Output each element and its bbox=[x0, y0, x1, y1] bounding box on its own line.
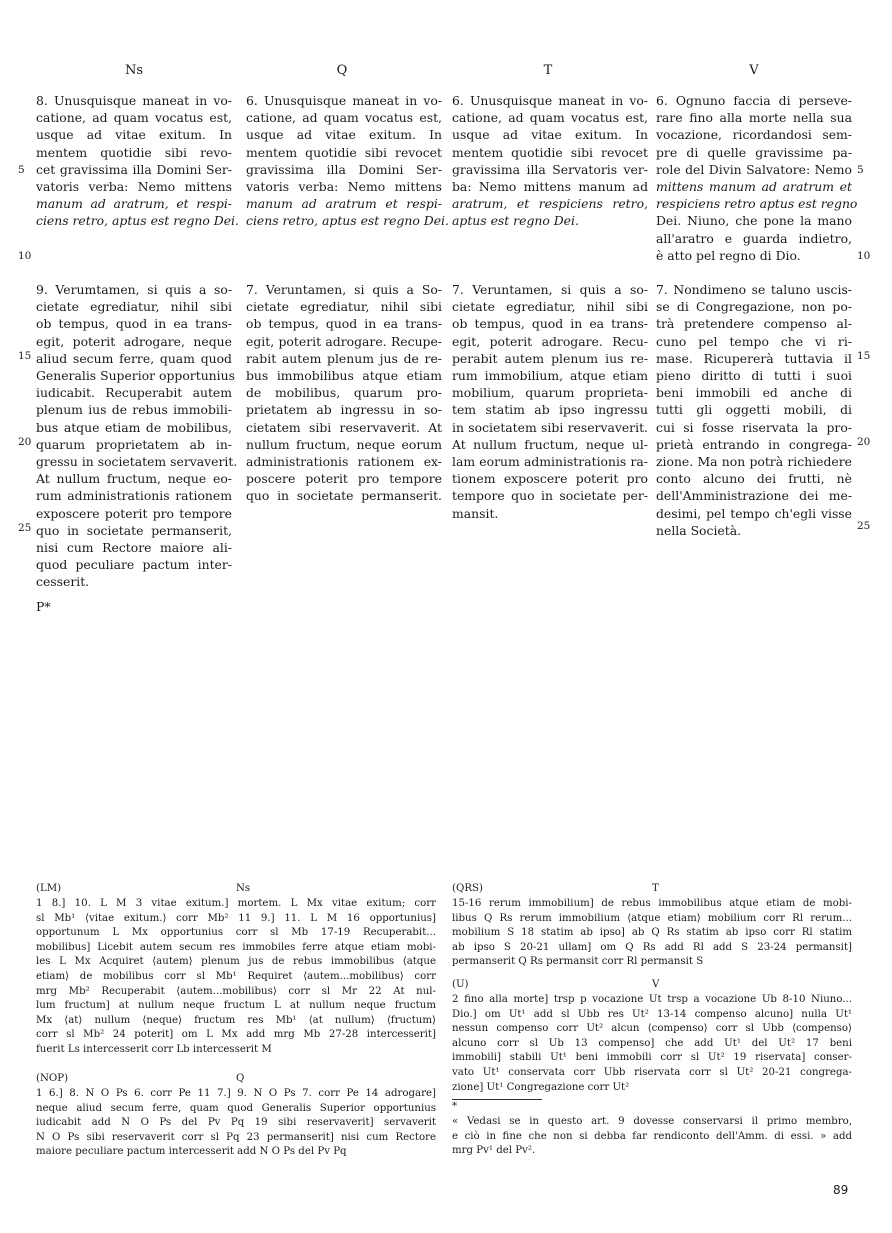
text-line: mentem quotidie sibi revocet bbox=[452, 144, 648, 160]
text-line: tempore quo in societate per- bbox=[452, 488, 648, 504]
apparatus-line: N O Ps sibi reservaverit corr sl Pq 23 permanserit] nisi cum Rectore bbox=[36, 1131, 436, 1143]
text-line: rare fino alla morte nella sua bbox=[656, 110, 852, 126]
text-line: conto alcuno dei frutti, nè bbox=[656, 471, 852, 487]
text-line: cuno pel tempo che vi ri- bbox=[656, 333, 852, 349]
apparatus-line: nessun compenso corr Ut² alcun ⟨compenso⟩ corr sl Ubb ⟨compenso⟩ bbox=[452, 1023, 852, 1035]
text-line: trà pretendere compenso al- bbox=[656, 316, 852, 332]
apparatus-line: vato Ut¹ conservata corr Ubb riservata corr sl Ut² 20-21 congrega- bbox=[452, 1066, 852, 1078]
apparatus-line: sl Mb¹ ⟨vitae exitum.⟩ corr Mb² 11 9.] 11. L M 16 opportunius] bbox=[36, 912, 436, 924]
apparatus-line: permanserit Q Rs permansit corr Rl permansit S bbox=[452, 956, 704, 968]
apparatus-witness: Ns bbox=[236, 883, 251, 894]
line-number: 5 bbox=[18, 164, 25, 176]
text-line: egit, poterit adrogare, neque bbox=[36, 333, 232, 349]
text-line: ciens retro, aptus est regno Dei. bbox=[36, 213, 239, 229]
text-line: Dei. Niuno, che pone la mano bbox=[656, 213, 852, 229]
text-line: ob tempus, quod in ea trans- bbox=[36, 316, 232, 332]
text-line: pieno diritto di tutti i suoi bbox=[656, 368, 852, 384]
text-line: bus atque etiam de mobilibus, bbox=[36, 419, 232, 435]
apparatus-ns bbox=[36, 882, 436, 1058]
column-header-ns: Ns bbox=[124, 63, 144, 78]
page-star-marker: P* bbox=[36, 599, 51, 614]
text-line: 9. Verumtamen, si quis a so- bbox=[36, 282, 232, 297]
text-line: mentem quotidie sibi revo- bbox=[36, 144, 232, 160]
apparatus-line: zione] Ut¹ Congregazione corr Ut² bbox=[452, 1081, 630, 1093]
text-line: role del Divin Salvatore: Nemo bbox=[656, 161, 852, 177]
text-line: 6. Ognuno faccia di perseve- bbox=[656, 93, 852, 108]
line-number: 20 bbox=[857, 436, 871, 448]
text-line: 6. Unusquisque maneat in vo- bbox=[452, 93, 648, 108]
page-number: 89 bbox=[833, 1183, 849, 1197]
text-line: rum immobilium, atque etiam bbox=[452, 368, 648, 384]
apparatus-line: maiore peculiare pactum intercesserit add N O Ps del Pv Pq bbox=[36, 1146, 347, 1158]
apparatus-line: mobilium S 18 statim ab ipso] ab Q Rs statim ab ipso corr Rl statim bbox=[452, 927, 852, 939]
apparatus-line: libus Q Rs rerum immobilium ⟨atque etiam⟩ mobilium corr Rl rerum... bbox=[452, 912, 852, 924]
column-v-article-7 bbox=[656, 281, 852, 539]
text-line: tutti gli oggetti mobili, di bbox=[656, 402, 852, 418]
text-line: ob tempus, quod in ea trans- bbox=[452, 316, 648, 332]
footnote-line: « Vedasi se in questo art. 9 dovesse conservarsi il primo membro, bbox=[452, 1116, 852, 1127]
footnote bbox=[452, 1100, 852, 1159]
footnote-line: e ciò in fine che non si debba far rendiconto dell'Amm. di essi. » add bbox=[452, 1130, 852, 1142]
text-line: nella Società. bbox=[656, 522, 742, 538]
apparatus-t bbox=[452, 882, 852, 970]
text-line: cietate egrediatur, nihil sibi bbox=[246, 299, 442, 315]
column-ns-article-9 bbox=[36, 281, 238, 591]
text-line: cietate egrediatur, nihil sibi bbox=[452, 299, 648, 315]
apparatus-line: opportunum L Mx opportunius corr sl Mb 17-19 Recuperabit... bbox=[36, 927, 436, 939]
apparatus-line: Dio.] om Ut¹ add sl Ubb res Ut² 13-14 compenso alcuno] nulla Ut¹ bbox=[452, 1008, 852, 1020]
text-line: cui si fosse riservata la pro- bbox=[656, 419, 852, 435]
apparatus-line: 2 fino alla morte] trsp p vocazione Ut trsp a vocazione Ub 8-10 Niuno... bbox=[452, 994, 852, 1005]
text-line: cietate egrediatur, nihil sibi bbox=[36, 299, 232, 315]
line-number: 15 bbox=[857, 350, 871, 362]
column-header-t: T bbox=[543, 63, 553, 78]
text-line: 7. Veruntamen, si quis a So- bbox=[246, 282, 442, 297]
column-v-article-6 bbox=[656, 92, 858, 264]
apparatus-q bbox=[36, 1072, 436, 1160]
text-line: At nullum fructum, neque eo- bbox=[36, 471, 232, 487]
text-line: manum ad aratrum et respi- bbox=[246, 196, 442, 212]
line-number: 10 bbox=[857, 250, 871, 262]
text-line: quo in societate permanserit, bbox=[36, 522, 232, 538]
text-line: exposcere poterit pro tempore bbox=[36, 505, 232, 521]
text-line: lam eorum administrationis ra- bbox=[452, 454, 648, 470]
text-line: rum administrationis rationem bbox=[36, 488, 232, 504]
text-line: mansit. bbox=[452, 505, 499, 521]
text-line: catione, ad quam vocatus est, bbox=[246, 110, 442, 126]
text-line: aptus est regno Dei. bbox=[452, 213, 579, 229]
line-number: 15 bbox=[18, 350, 32, 362]
apparatus-line: alcuno corr sl Ub 13 compenso] che add Ut¹ del Ut² 17 beni bbox=[452, 1037, 852, 1049]
apparatus-line: mrg Mb² Recuperabit ⟨autem...mobilibus⟩ corr sl Mr 22 At nul- bbox=[36, 985, 436, 997]
text-line: è atto pel regno di Dio. bbox=[656, 247, 801, 263]
text-line: all'aratro e guarda indietro, bbox=[656, 230, 852, 246]
column-q-article-6 bbox=[246, 92, 449, 230]
text-line: vocazione, ricordandosi sem- bbox=[656, 127, 852, 143]
text-line: manum ad aratrum, et respi- bbox=[36, 196, 232, 212]
text-line: vatoris verba: Nemo mittens bbox=[246, 179, 442, 195]
column-header-v: V bbox=[749, 63, 759, 78]
text-line: cietatem sibi reservaverit. At bbox=[246, 419, 442, 435]
footnote-marker: * bbox=[452, 1101, 458, 1112]
text-line: beni immobili ed anche di bbox=[656, 385, 852, 401]
text-line: usque ad vitae exitum. In bbox=[246, 127, 442, 143]
text-line: egit, poterit adrogare. Recu- bbox=[452, 333, 648, 349]
text-line: zione. Ma non potrà richiedere bbox=[656, 454, 852, 470]
text-line: mentem quotidie sibi revocet bbox=[246, 144, 442, 160]
text-line: pre di quelle gravissime pa- bbox=[656, 144, 852, 160]
apparatus-sigla: (U) bbox=[452, 979, 469, 990]
text-line: poscere poterit pro tempore bbox=[246, 471, 442, 487]
column-ns-article-8 bbox=[36, 92, 239, 230]
text-line: 8. Unusquisque maneat in vo- bbox=[36, 93, 232, 108]
text-line: gravissima illa Domini Ser- bbox=[246, 161, 442, 177]
apparatus-line: 1 8.] 10. L M 3 vitae exitum.] mortem. L Mx vitae exitum; corr bbox=[36, 898, 436, 909]
column-q-article-7 bbox=[246, 281, 442, 505]
apparatus-v bbox=[452, 978, 852, 1095]
text-line: quo in societate permanserit. bbox=[246, 488, 442, 504]
text-line: iudicabit. Recuperabit autem bbox=[36, 385, 232, 401]
text-line: prietà entrando in congrega- bbox=[656, 436, 852, 452]
apparatus-line: corr sl Mb² 24 poterit] om L Mx add mrg Mb 27-28 intercesserit] bbox=[36, 1029, 436, 1041]
line-number: 20 bbox=[18, 436, 32, 448]
text-line: quarum proprietatem ab in- bbox=[36, 436, 232, 452]
apparatus-line: mobilibus] Licebit autem secum res immobiles ferre atque etiam mobi- bbox=[36, 941, 436, 953]
apparatus-line: etiam⟩ de mobilibus corr sl Mb¹ Requiret ⟨autem...mobilibus⟩ corr bbox=[36, 970, 436, 982]
apparatus-line: iudicabit add N O Ps del Pv Pq 19 sibi reservaverit] servaverit bbox=[36, 1117, 436, 1129]
text-line: nisi cum Rectore maiore ali- bbox=[36, 540, 232, 556]
text-line: dell'Amministrazione dei me- bbox=[656, 488, 852, 504]
text-line: plenum ius de rebus immobili- bbox=[36, 402, 232, 418]
apparatus-witness: Q bbox=[236, 1073, 245, 1084]
text-line: respiciens retro aptus est regno bbox=[656, 196, 858, 212]
text-line: rabit autem plenum jus de re- bbox=[246, 350, 442, 366]
text-line: ciens retro, aptus est regno Dei. bbox=[246, 213, 449, 229]
text-line: usque ad vitae exitum. In bbox=[36, 127, 232, 143]
text-line: tem statim ab ipso ingressu bbox=[452, 402, 648, 418]
text-line: 7. Nondimeno se taluno uscis- bbox=[656, 282, 852, 297]
text-line: Generalis Superior opportunius bbox=[36, 368, 235, 384]
text-line: 7. Veruntamen, si quis a so- bbox=[452, 282, 648, 297]
text-line: aliud secum ferre, quam quod bbox=[36, 350, 232, 366]
column-t-article-7 bbox=[452, 281, 648, 522]
text-line: se di Congregazione, non po- bbox=[656, 299, 852, 315]
text-line: perabit autem plenum ius re- bbox=[452, 350, 648, 366]
apparatus-line: Mx ⟨at⟩ nullum ⟨neque⟩ fructum res Mb¹ ⟨at nullum⟩ ⟨fructum⟩ bbox=[36, 1014, 436, 1026]
text-line: quod peculiare pactum inter- bbox=[36, 557, 232, 573]
line-number: 5 bbox=[857, 164, 864, 176]
column-t-article-6 bbox=[452, 92, 648, 230]
apparatus-line: ab ipso S 20-21 ullam] om Q Rs add Rl add S 23-24 permansit] bbox=[452, 941, 852, 953]
text-line: prietatem ab ingressu in so- bbox=[246, 402, 442, 418]
line-number: 25 bbox=[18, 522, 32, 534]
apparatus-sigla: (QRS) bbox=[452, 883, 483, 894]
text-line: gravissima illa Servatoris ver- bbox=[452, 161, 648, 177]
apparatus-line: lum fructum] at nullum neque fructum L at nullum neque fructum bbox=[36, 1000, 436, 1012]
text-line: in societatem sibi reservaverit. bbox=[452, 419, 648, 435]
column-header-q: Q bbox=[336, 63, 348, 78]
text-line: mittens manum ad aratrum et bbox=[656, 179, 852, 195]
apparatus-witness: V bbox=[652, 979, 660, 990]
text-line: usque ad vitae exitum. In bbox=[452, 127, 648, 143]
text-line: administrationis rationem ex- bbox=[246, 454, 442, 470]
text-line: de mobilibus, quarum pro- bbox=[246, 385, 442, 401]
apparatus-line: les L Mx Acquiret ⟨autem⟩ plenum jus de rebus immobilibus ⟨atque bbox=[36, 956, 436, 968]
text-line: catione, ad quam vocatus est, bbox=[36, 110, 232, 126]
apparatus-sigla: (LM) bbox=[36, 883, 62, 894]
text-line: aratrum, et respiciens retro, bbox=[452, 196, 648, 212]
text-line: catione, ad quam vocatus est, bbox=[452, 110, 648, 126]
text-line: mase. Ricupererà tuttavia il bbox=[656, 350, 852, 366]
apparatus-line: 15-16 rerum immobilium] de rebus immobilibus atque etiam de mobi- bbox=[452, 898, 852, 909]
apparatus-sigla: (NOP) bbox=[36, 1073, 69, 1084]
text-line: tionem exposcere poterit pro bbox=[452, 471, 648, 487]
text-line: vatoris verba: Nemo mittens bbox=[36, 179, 232, 195]
line-number: 25 bbox=[857, 520, 871, 532]
apparatus-line: fuerit Ls intercesserit corr Lb intercesserit M bbox=[36, 1043, 272, 1055]
text-line: At nullum fructum, neque ul- bbox=[452, 436, 648, 452]
text-line: desimi, pel tempo ch'egli visse bbox=[656, 505, 852, 521]
text-line: gressu in societatem servaverit. bbox=[36, 454, 238, 470]
apparatus-line: neque aliud secum ferre, quam quod Generalis Superior opportunius bbox=[36, 1102, 436, 1114]
text-line: nullum fructum, neque eorum bbox=[246, 436, 442, 452]
text-line: egit, poterit adrogare. Recupe- bbox=[246, 333, 442, 349]
apparatus-line: immobili] stabili Ut¹ beni immobili corr sl Ut² 19 riservata] conser- bbox=[452, 1052, 852, 1064]
text-line: cet gravissima illa Domini Ser- bbox=[36, 161, 232, 177]
text-line: ba: Nemo mittens manum ad bbox=[452, 179, 648, 195]
text-line: cesserit. bbox=[36, 574, 90, 590]
apparatus-witness: T bbox=[652, 883, 659, 894]
footnote-line: mrg Pv¹ del Pv². bbox=[452, 1145, 536, 1157]
text-line: bus immobilibus atque etiam bbox=[246, 368, 442, 384]
text-line: mobilium, quarum proprieta- bbox=[452, 385, 648, 401]
text-line: 6. Unusquisque maneat in vo- bbox=[246, 93, 442, 108]
text-line: ob tempus, quod in ea trans- bbox=[246, 316, 442, 332]
apparatus-line: 1 6.] 8. N O Ps 6. corr Pe 11 7.] 9. N O Ps 7. corr Pe 14 adrogare] bbox=[36, 1088, 436, 1099]
line-number: 10 bbox=[18, 250, 32, 262]
